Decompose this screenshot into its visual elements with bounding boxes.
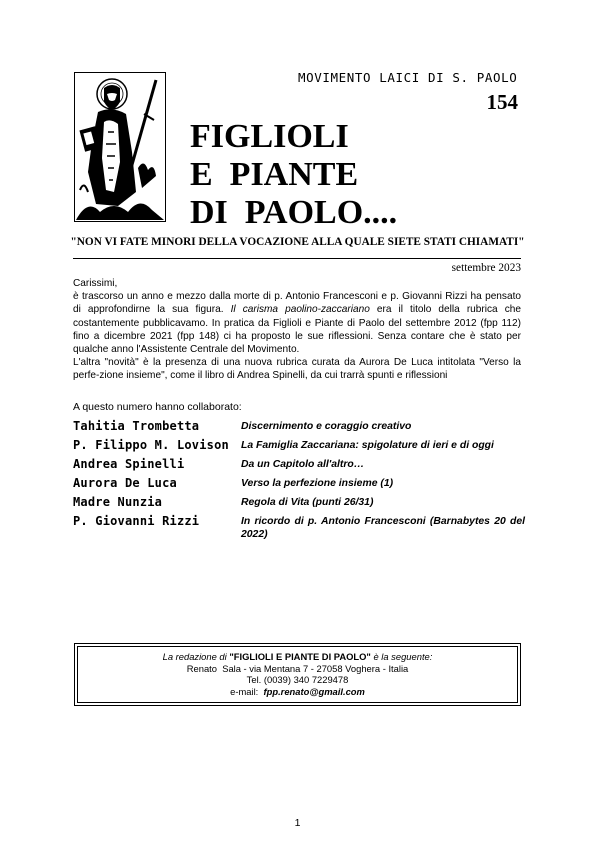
- collaborators-heading: A questo numero hanno collaborato:: [73, 401, 242, 413]
- collaborator-name: P. Filippo M. Lovison: [73, 438, 229, 452]
- article-title: La Famiglia Zaccariana: spigolature di ieri e di oggi: [241, 440, 494, 451]
- redazione-intro-a: La redazione di: [162, 651, 230, 662]
- collaborator-name: Andrea Spinelli: [73, 457, 185, 471]
- title-line-2: E PIANTE: [190, 156, 359, 193]
- collaborator-name: Madre Nunzia: [73, 495, 163, 509]
- motto: "NON VI FATE MINORI DELLA VOCAZIONE ALLA QUALE SIETE STATI CHIAMATI": [70, 236, 525, 248]
- collaborator-row: [73, 457, 525, 471]
- collaborator-row: [73, 419, 525, 433]
- collaborator-row: [73, 514, 525, 541]
- redazione-email-line: [78, 686, 517, 698]
- page-title: [190, 118, 397, 232]
- collaborator-name: Aurora De Luca: [73, 476, 177, 490]
- collaborator-row: [73, 476, 525, 490]
- collaborator-row: [73, 438, 525, 452]
- page-number: 1: [294, 817, 301, 829]
- collaborators-list: [73, 419, 525, 546]
- article-title: Discernimento e coraggio creativo: [241, 421, 412, 432]
- title-line-3: DI PAOLO....: [190, 194, 398, 231]
- issue-number: 154: [486, 90, 518, 114]
- collaborator-name: P. Giovanni Rizzi: [73, 514, 200, 528]
- letter-p1-italic: Il carisma paolino-zaccariano: [230, 304, 370, 316]
- letter-paragraph-1: [73, 290, 521, 356]
- redazione-phone: Tel. (0039) 340 7229478: [246, 674, 349, 686]
- redazione-intro: [78, 651, 517, 663]
- collaborator-row: [73, 495, 525, 509]
- saint-paul-woodcut-icon: [74, 72, 166, 222]
- email-label: e-mail:: [230, 685, 264, 697]
- email-link[interactable]: fpp.renato@gmail.com: [263, 685, 365, 697]
- redazione-intro-bold: "FIGLIOLI E PIANTE DI PAOLO": [229, 651, 371, 662]
- issue-date: settembre 2023: [451, 262, 521, 274]
- article-title: In ricordo di p. Antonio Francesconi (Barnabytes 20 del 2022): [241, 516, 525, 540]
- article-title: Da un Capitolo all'altro…: [241, 459, 365, 470]
- title-line-1: FIGLIOLI: [190, 118, 349, 155]
- letter-paragraph-2: L'altra "novità" è la presenza di una nuova rubrica curata da Aurora De Luca intitolata "Verso la perfe-zione insieme", come il libro di Andrea Spinelli, da cui trarrà spunti e riflessioni: [73, 357, 521, 382]
- editorial-staff-box: [74, 643, 521, 706]
- letter-p1-text-a: è trascorso un anno e mezzo dalla morte di p. Antonio Francesconi e p. Giovanni Rizzi ha pensato di approfondirne la sua figura.: [73, 291, 521, 316]
- editorial-staff-content: [77, 646, 518, 703]
- redazione-address: Renato Sala - via Mentana 7 - 27058 Voghera - Italia: [186, 662, 409, 674]
- letter-p1-text-b: era il titolo della rubrica che costantemente pubblicavamo. In pratica da Figlioli e Piante di Paolo del settembre 2012 (fpp 112) fino a dicembre 2021 (fpp 148) ci ha proposto le sue riflessioni. Senza contare che è stato per qualche anno l'Assistente Centrale del Movimento.: [73, 304, 521, 356]
- collaborator-name: Tahitia Trombetta: [73, 419, 200, 433]
- redazione-intro-b: è la seguente:: [370, 651, 433, 662]
- letter-salutation: Carissimi,: [73, 278, 118, 289]
- article-title: Regola di Vita (punti 26/31): [241, 497, 374, 508]
- divider: [73, 258, 521, 259]
- organization-name: MOVIMENTO LAICI DI S. PAOLO: [298, 70, 518, 85]
- article-title: Verso la perfezione insieme (1): [241, 478, 394, 489]
- editorial-letter: [73, 277, 521, 383]
